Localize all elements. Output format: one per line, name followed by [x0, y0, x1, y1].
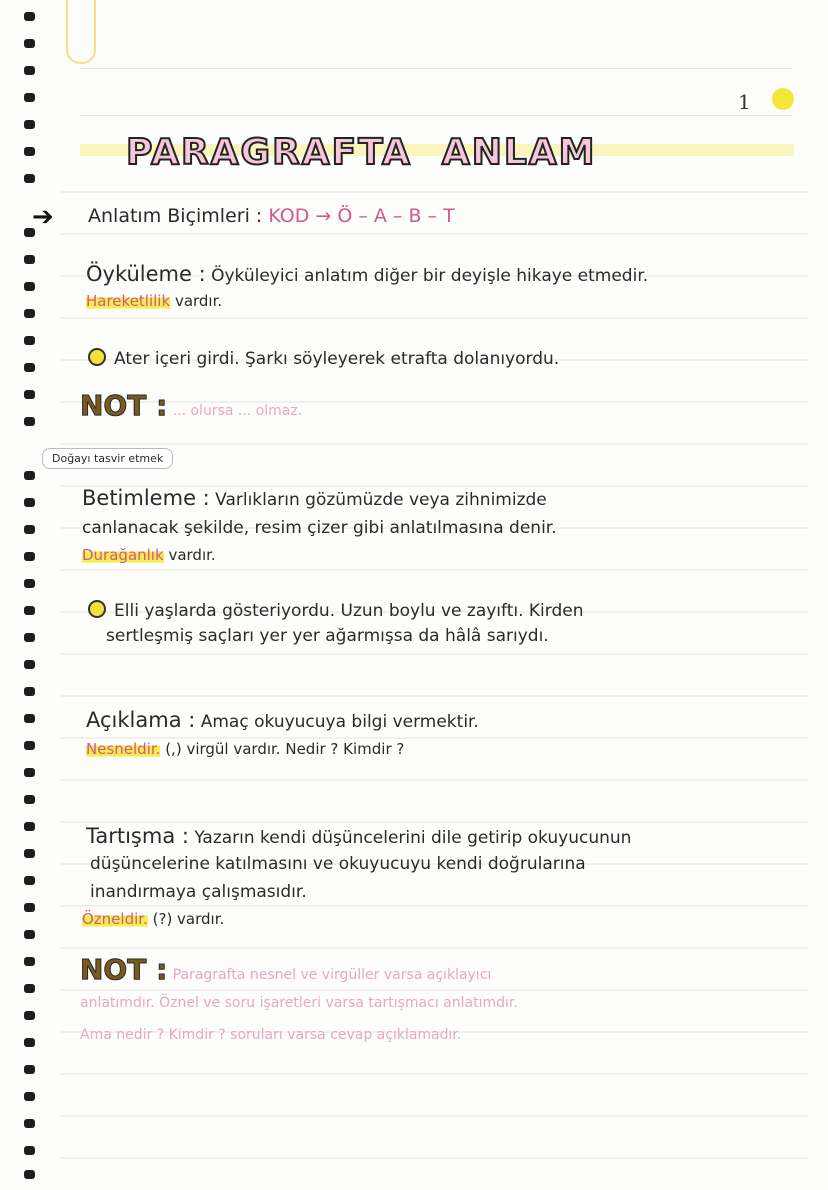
tartisma-head: Tartışma :: [86, 824, 189, 848]
tartisma-note: NOT : Paragrafta nesnel ve virgüller varsa açıklayıcı: [80, 953, 492, 986]
page-title: [126, 132, 627, 173]
note-label: NOT :: [80, 953, 168, 986]
oykuleme-feature: [86, 294, 222, 309]
betimleme-line1: Betimleme : Varlıkların gözümüzde veya zihnimizde: [82, 486, 547, 510]
title-part-1: PARAGRAFTA: [126, 132, 412, 173]
anlatim-label: Anlatım Biçimleri :: [88, 205, 263, 227]
arrow-right-icon: ➔: [32, 202, 54, 232]
tartisma-line2: düşüncelerine katılmasını ve okuyucuyu kendi doğrularına: [90, 854, 586, 874]
page-number: 1: [738, 90, 751, 114]
oykuleme-note: [80, 389, 303, 422]
title-part-2: ANLAM: [441, 132, 597, 173]
tartisma-note-line2: anlatımdır. Öznel ve soru işaretleri varsa tartışmacı anlatımdır.: [80, 995, 518, 1011]
tartisma-highlight: Özneldir.: [82, 910, 148, 928]
note-text: ... olursa ... olmaz.: [172, 403, 303, 419]
betimleme-head: Betimleme :: [82, 486, 210, 510]
anlatim-code: KOD → Ö – A – B – T: [268, 205, 455, 227]
oykuleme-example: Ater içeri girdi. Şarkı söyleyerek etrafta dolanıyordu.: [88, 348, 559, 368]
note-label: NOT :: [80, 389, 168, 422]
betimleme-line2: canlanacak şekilde, resim çizer gibi anlatılmasına denir.: [82, 518, 557, 538]
ruled-lines: [60, 0, 808, 1190]
aciklama-head: Açıklama :: [86, 708, 196, 732]
aciklama-feature: Nesneldir. (,) virgül vardır. Nedir ? Kimdir ?: [86, 740, 405, 758]
betimleme-example2: sertleşmiş saçları yer yer ağarmışsa da hâlâ sarıydı.: [106, 626, 549, 646]
tartisma-line1: Tartışma : Yazarın kendi düşüncelerini dile getirip okuyucunun: [86, 824, 632, 848]
oykuleme-text: Öyküleyici anlatım diğer bir deyişle hikaye etmedir.: [211, 266, 649, 286]
oykuleme-head: Öyküleme :: [86, 262, 206, 286]
bullet-icon: [88, 600, 106, 618]
bullet-icon: [88, 348, 106, 366]
anlatim-line: [88, 207, 455, 226]
header-box: [80, 68, 792, 116]
oykuleme-feature-rest: vardır.: [174, 292, 223, 310]
aciklama-line: Açıklama : Amaç okuyucuya bilgi vermektir.: [86, 708, 479, 732]
tartisma-note-line3: Ama nedir ? Kimdir ? soruları varsa cevap açıklamadır.: [80, 1027, 462, 1043]
betimleme-feature: Durağanlık vardır.: [82, 546, 216, 564]
yellow-dot-icon: [772, 88, 794, 110]
betimleme-highlight: Durağanlık: [82, 546, 164, 564]
betimleme-tag: Doğayı tasvir etmek: [42, 448, 173, 469]
oykuleme-line: [86, 264, 648, 285]
tartisma-line3: inandırmaya çalışmasıdır.: [90, 882, 307, 902]
oykuleme-highlight: Hareketlilik: [86, 292, 171, 310]
aciklama-highlight: Nesneldir.: [86, 740, 161, 758]
betimleme-example1: Elli yaşlarda gösteriyordu. Uzun boylu ve zayıftı. Kirden: [88, 600, 584, 620]
tartisma-feature: Özneldir. (?) vardır.: [82, 910, 225, 928]
paper-clip: [66, 0, 96, 64]
